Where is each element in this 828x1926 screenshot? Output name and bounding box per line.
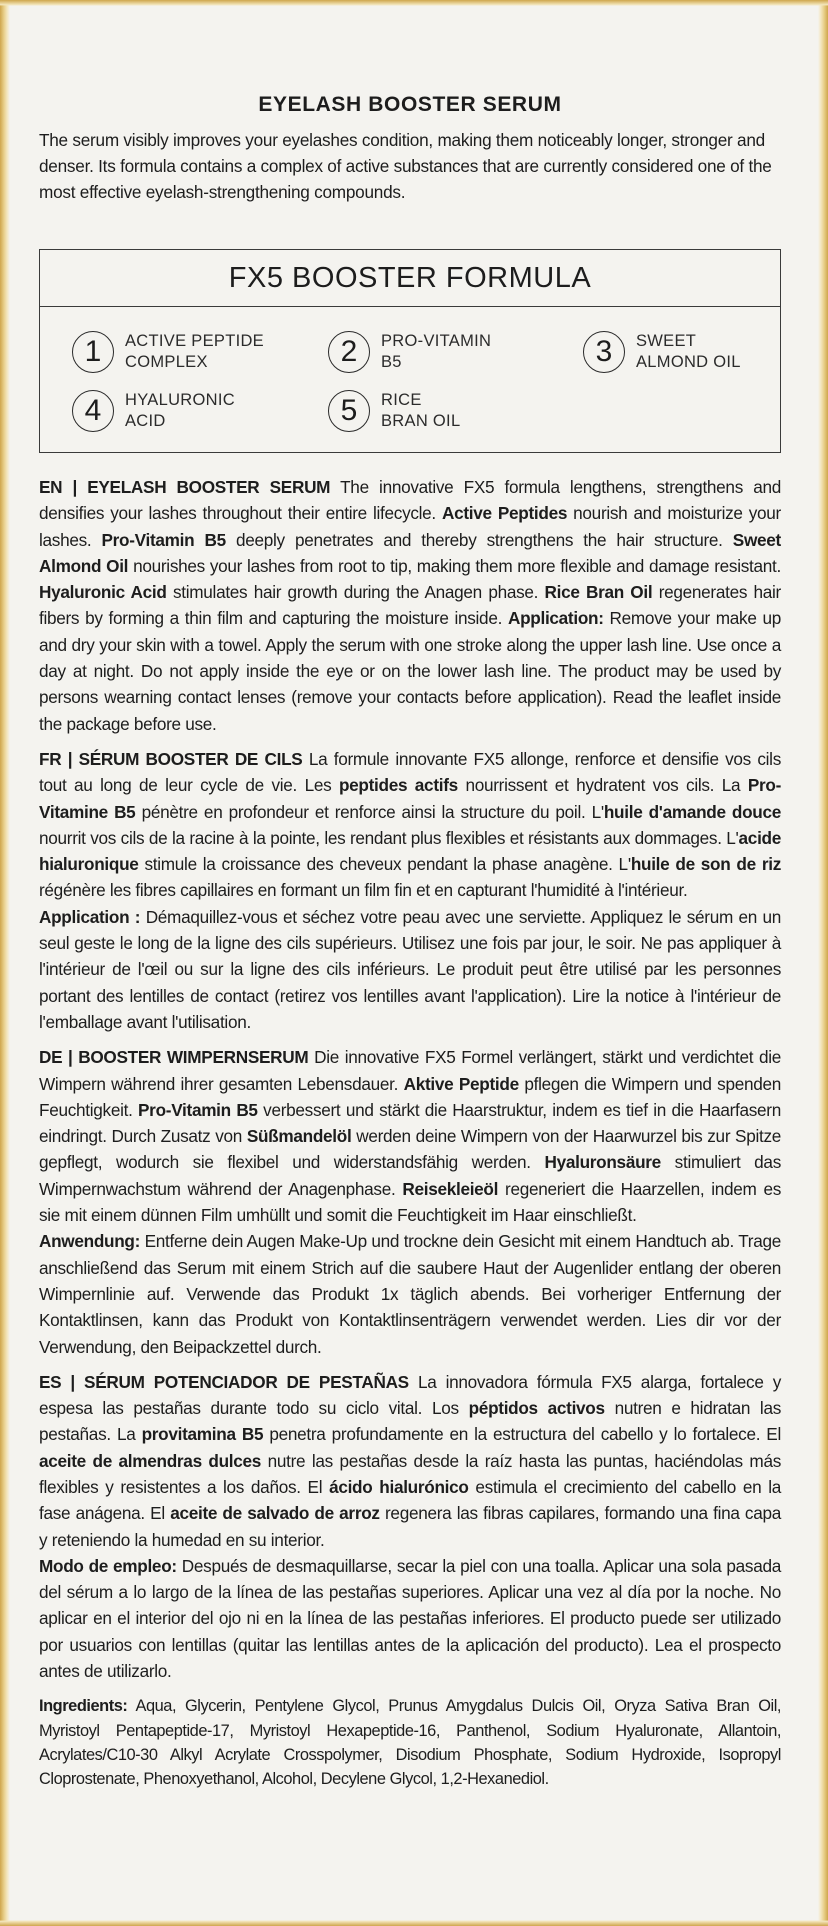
bold-term: péptidos activos	[468, 1398, 605, 1419]
bold-term: Modo de empleo:	[39, 1555, 182, 1576]
formula-item-label: RICE BRAN OIL	[381, 391, 461, 430]
body-text: Démaquillez-vous et séchez votre peau avec une serviette. Appliquez le sérum en un seul geste le long de la ligne des cils supérieurs. Utilisez une fois par jour, le soir. Ne pas appliquer à l'intérieur de l'œil ou sur la ligne des cils inférieurs. Le produit peut être utilisé par les personnes portant des lentilles de contact (retirez vos lentilles avant l'application). Lire la notice à l'intérieur de l'emballage avant l'utilisation.	[39, 906, 781, 1032]
bold-term: Süßmandelöl	[246, 1126, 352, 1147]
body-text: nourish and moisturize your lashes.	[39, 503, 781, 550]
section-de	[39, 1044, 781, 1360]
bold-term: aceite de salvado de arroz	[170, 1503, 380, 1524]
formula-item-3	[583, 331, 786, 373]
body-text: Entferne dein Augen Make-Up und trockne dein Gesicht mit einem Handtuch ab. Trage anschließend das Serum mit einem Strich auf die saubere Haut der Augenlider entlang der oberen Wimpernlinie auf. Verwende das Produkt 1x täglich abends. Bei vorheriger Entfernung der Kontaktlinsen, kann das Produkt von Kontaktlinsenträgern verwendet werden. Lies dir vor der Verwendung, den Beipackzettel durch.	[39, 1231, 781, 1357]
formula-item-1	[72, 331, 275, 373]
number-circle-icon: 1	[72, 331, 114, 373]
bold-term: Sweet Almond Oil	[39, 529, 781, 576]
body-text: Die innovative FX5 Formel verlängert, stärkt und verdichtet die Wimpern während ihrer gesamten Lebensdauer.	[39, 1047, 782, 1094]
body-text: nourrissent et hydratent vos cils. La	[457, 775, 748, 796]
formula-item-label: ACTIVE PEPTIDE COMPLEX	[125, 332, 264, 371]
body-text: régénère les fibres capillaires en formant un film fin et en capturant l'humidité à l'intérieur.	[39, 880, 688, 901]
gold-frame-top	[0, 0, 828, 6]
formula-item-label: HYALURONIC ACID	[125, 391, 235, 430]
bold-term: Anwendung:	[39, 1231, 141, 1252]
ingredients-label: Ingredients:	[39, 1697, 128, 1716]
number-circle-icon: 4	[72, 390, 114, 432]
body-text: La formule innovante FX5 allonge, renforce et densifie vos cils tout au long de leur cycle de vie. Les	[39, 748, 781, 796]
body-text: stimulates hair growth during the Anagen phase.	[166, 582, 545, 603]
body-text: La innovadora fórmula FX5 alarga, fortalece y espesa las pestañas durante todo su ciclo vital. Los	[39, 1371, 781, 1419]
ingredients-text: Aqua, Glycerin, Pentylene Glycol, Prunus Amygdalus Dulcis Oil, Oryza Sativa Bran Oil, Myristoyl Pentapeptide-17, Myristoyl Hexapeptide-16, Panthenol, Sodium Hyaluronate, Allantoin, Acrylates/C10-30 Alkyl Acrylate Crosspolymer, Disodium Phosphate, Sodium Hydroxide, Isopropyl Cloprostenate, Phenoxyethanol, Alcohol, Decylene Glycol, 1,2-Hexanediol.	[39, 1697, 781, 1788]
body-text: pflegen die Wimpern und spenden Feuchtigkeit.	[39, 1073, 782, 1120]
body-text: deeply penetrates and thereby strengthens the hair structure.	[225, 529, 733, 550]
bold-term: Application :	[39, 906, 146, 927]
intro-paragraph: The serum visibly improves your eyelashes condition, making them noticeably longer, stronger and denser. Its formula contains a complex of active substances that are currently considered one of the most effective eyelash-strengthening compounds.	[39, 130, 772, 202]
formula-item-4	[72, 390, 275, 432]
bold-term: ES | SÉRUM POTENCIADOR DE PESTAÑAS	[39, 1371, 409, 1392]
page-title: EYELASH BOOSTER SERUM	[258, 93, 562, 116]
bold-term: peptides actifs	[338, 775, 458, 796]
formula-item-2	[328, 331, 531, 373]
body-text: estimula el crecimiento del cabello en la fase anágena. El	[39, 1476, 781, 1524]
bold-term: Pro-Vitamin B5	[101, 529, 226, 550]
number-circle-icon: 3	[583, 331, 625, 373]
body-text: nourrit vos cils de la racine à la pointe, les rendant plus flexibles et résistants aux dommages. L'	[39, 827, 739, 848]
leaflet-content	[39, 93, 781, 1791]
section-es	[39, 1369, 781, 1685]
formula-grid	[40, 307, 780, 453]
bold-term: Reisekleieöl	[402, 1178, 499, 1199]
body-text: nourishes your lashes from root to tip, making them more flexible and damage resistant.	[128, 555, 781, 576]
body-text: pénètre en profondeur et renforce ainsi la structure du poil. L'	[135, 801, 604, 822]
bold-term: ácido hialurónico	[329, 1476, 469, 1497]
bold-term: EN | EYELASH BOOSTER SERUM	[39, 477, 331, 497]
formula-item-5	[328, 390, 531, 432]
bold-term: Pro-Vitamin B5	[138, 1099, 258, 1120]
bold-term: Pro-Vitamine B5	[39, 775, 781, 822]
bold-term: aceite de almendras dulces	[39, 1450, 262, 1471]
section-fr	[39, 746, 781, 1035]
bold-term: huile d'amande douce	[603, 801, 781, 822]
number-circle-icon: 5	[328, 390, 370, 432]
bold-term: FR | SÉRUM BOOSTER DE CILS	[39, 748, 303, 769]
body-text: werden deine Wimpern von der Haarwurzel bis zur Spitze gepflegt, wodurch sie flexibel und widerstandsfähig werden.	[39, 1126, 781, 1173]
bold-term: DE | BOOSTER WIMPERNSERUM	[39, 1047, 309, 1068]
bold-term: provitamina B5	[141, 1424, 264, 1445]
body-text: regeneriert die Haarzellen, indem es sie mit einem dünnen Film umhüllt und somit die Feuchtigkeit im Haar einschließt.	[39, 1178, 781, 1226]
bold-term: Rice Bran Oil	[544, 582, 653, 603]
body-text: Remove your make up and dry your skin with a towel. Apply the serum with one stroke along the upper lash line. Use once a day at night. Do not apply inside the eye or on the lower lash line. The product may be used by persons wearning contact lenses (remove your contacts before application). Read the leaflet inside the package before use.	[39, 608, 781, 734]
formula-item-label: SWEET ALMOND OIL	[636, 332, 741, 371]
bold-term: Hyaluronic Acid	[39, 582, 167, 603]
formula-item-label: PRO-VITAMIN B5	[381, 332, 492, 371]
body-text: penetra profundamente en la estructura del cabello y lo fortalece. El	[263, 1424, 781, 1445]
ingredients-paragraph	[39, 1694, 781, 1791]
body-text: nutren e hidratan las pestañas. La	[39, 1398, 782, 1445]
body-text: The innovative FX5 formula lengthens, strengthens and densifies your lashes throughout their entire lifecycle.	[39, 477, 781, 524]
bold-term: Aktive Peptide	[403, 1073, 519, 1094]
body-text: stimule la croissance des cheveux pendant la phase anagène. L'	[138, 854, 631, 875]
bold-term: Hyaluronsäure	[544, 1152, 661, 1173]
gold-frame-bottom	[0, 1920, 828, 1926]
formula-title: FX5 BOOSTER FORMULA	[40, 250, 780, 307]
bold-term: Application:	[507, 608, 604, 629]
section-en	[39, 474, 781, 737]
bold-term: acide hialuronique	[39, 827, 781, 875]
bold-term: huile de son de riz	[630, 854, 781, 875]
body-text: Después de desmaquillarse, secar la piel con una toalla. Aplicar una sola pasada del sérum a lo largo de la línea de las pestañas superiores. Aplicar una vez al día por la noche. No aplicar en el interior del ojo ni en la línea de las pestañas inferiores. El producto puede ser utilizado por usuarios con lentillas (quitar las lentillas antes de la aplicación del producto). Lea el prospecto antes de utilizarlo.	[39, 1555, 781, 1682]
body-text: stimuliert das Wimpernwachstum während der Anagenphase.	[39, 1152, 781, 1199]
body-text: verbessert und stärkt die Haarstruktur, indem es tief in die Haarfasern eindringt. Durch Zusatz von	[39, 1099, 781, 1147]
body-text: regenerates hair fibers by forming a thin film and capturing the moisture inside.	[39, 582, 781, 629]
bold-term: Active Peptides	[441, 503, 568, 524]
formula-box	[39, 249, 781, 453]
body-text: regenera las fibras capilares, formando una fina capa y reteniendo la humedad en su interior.	[39, 1503, 781, 1550]
body-text: nutre las pestañas desde la raíz hasta las puntas, haciéndolas más flexibles y resistentes a los daños. El	[39, 1450, 781, 1497]
number-circle-icon: 2	[328, 331, 370, 373]
